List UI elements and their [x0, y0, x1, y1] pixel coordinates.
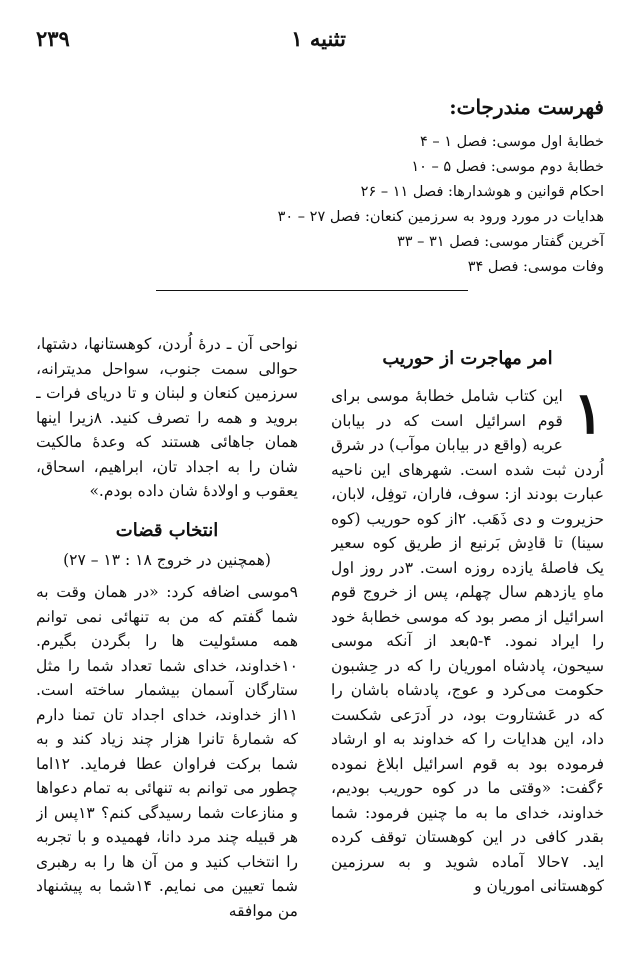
- body-paragraph: این کتاب شامل خطابهٔ موسی برای قوم اسرائیل است که در بیابان عربه (واقع در بیابان موآب) در شرق اُردن ثبت شده است. شهرهای این ناحیه عبارت بودند از: سوف، فاران، توفِل، لابان، حزیروت و دی ذَهَب. ۲از کوه حوریب (کوه سینا) تا قادِش بَرنیع از طریق کوه سعیر یک فاصلهٔ یازده روزه است. ۳در روز اول ماهِ یازدهم سال چهلم، پس از خروج قوم اسرائیل از مصر بود که موسی خطابهٔ خود را ایراد نمود. ۴-۵بعد از آنکه موسی سیحون، پادشاه اموریان را که در حِشبون حکومت می‌کرد و عوج، پادشاه باشان را که در عَشتاروت بود، در اَدرَعی شکست داد، این هدایات را که خداوند به او ارشاد فرموده بود به قوم اسرائیل ابلاغ نموده ۶گفت: «وقتی ما در کوه حوریب بودیم، خداوند، خدای ما به ما چنین فرمود: شما بقدر کافی در این کوهستان توقف کرده اید. ۷حالا آماده شوید و به سرزمین کوهستانی اموریان و: [331, 387, 604, 895]
- section-heading-judges: انتخاب قضات: [115, 519, 219, 541]
- section-heading-migration: امر مهاجرت از حوریب: [382, 348, 553, 369]
- toc-item: خطابهٔ اول موسی: فصل ۱ – ۴: [419, 134, 604, 150]
- chapter-number: ۱: [572, 379, 604, 447]
- toc-item: وفات موسی: فصل ۳۴: [467, 259, 604, 275]
- table-of-contents: [184, 94, 604, 280]
- page-number: ۲۳۹: [36, 26, 70, 51]
- toc-title: فهرست مندرجات:: [449, 95, 604, 119]
- left-column: [36, 332, 298, 937]
- section-divider: [156, 290, 468, 291]
- toc-list: [184, 130, 604, 280]
- right-column: [331, 332, 604, 937]
- body-paragraph: ۹موسی اضافه کرد: «در همان وقت به شما گفتم که من به تنهائی نمی توانم همه مسئولیت ها را بگردن بگیرم. ۱۰خداوند، خدای شما تعداد شما را مثل ستارگان آسمان بیشمار ساخته است. ۱۱از خداوند، خدای اجداد تان تمنا دارم که شمارهٔ تانرا هزار چند زیاد کند و به شما برکت فراوان عطا فرماید. ۱۲اما چطور می توانم به تنهائی به تمام دعواها و منازعات شما رسیدگی کنم؟ ۱۳پس از هر قبیله چند مرد دانا، فهمیده و با تجربه را انتخاب کنید و من آن ها را به رهبری شما تعیین می نمایم. ۱۴شما به پیشنهاد من موافقه: [36, 583, 298, 920]
- toc-item: آخرین گفتار موسی: فصل ۳۱ – ۳۳: [396, 234, 604, 250]
- toc-item: خطابهٔ دوم موسی: فصل ۵ – ۱۰: [411, 159, 604, 175]
- toc-item: احکام قوانین و هوشدارها: فصل ۱۱ – ۲۶: [360, 184, 604, 200]
- book-chapter-title: تثنیه ۱: [291, 26, 346, 51]
- toc-item: هدایات در مورد ورود به سرزمین کنعان: فصل ۲۷ – ۳۰: [277, 209, 604, 225]
- cross-reference: (همچنین در خروج ۱۸ : ۱۳ – ۲۷): [63, 550, 271, 569]
- running-header: [36, 20, 604, 56]
- body-paragraph: نواحی آن ـ درهٔ اُردن، کوهستانها، دشتها، حوالی سمت جنوب، سواحل مدیترانه، سرزمین کنعان و لبنان و تا دریای فرات ـ بروید و همه را تصرف کنید. ۸زیرا اینها همان جاهائی هستند که وعدهٔ مالکیت شان را به اجداد تان، ابراهیم، اسحاق، یعقوب و اولادهٔ شان داده بودم.»: [36, 335, 298, 500]
